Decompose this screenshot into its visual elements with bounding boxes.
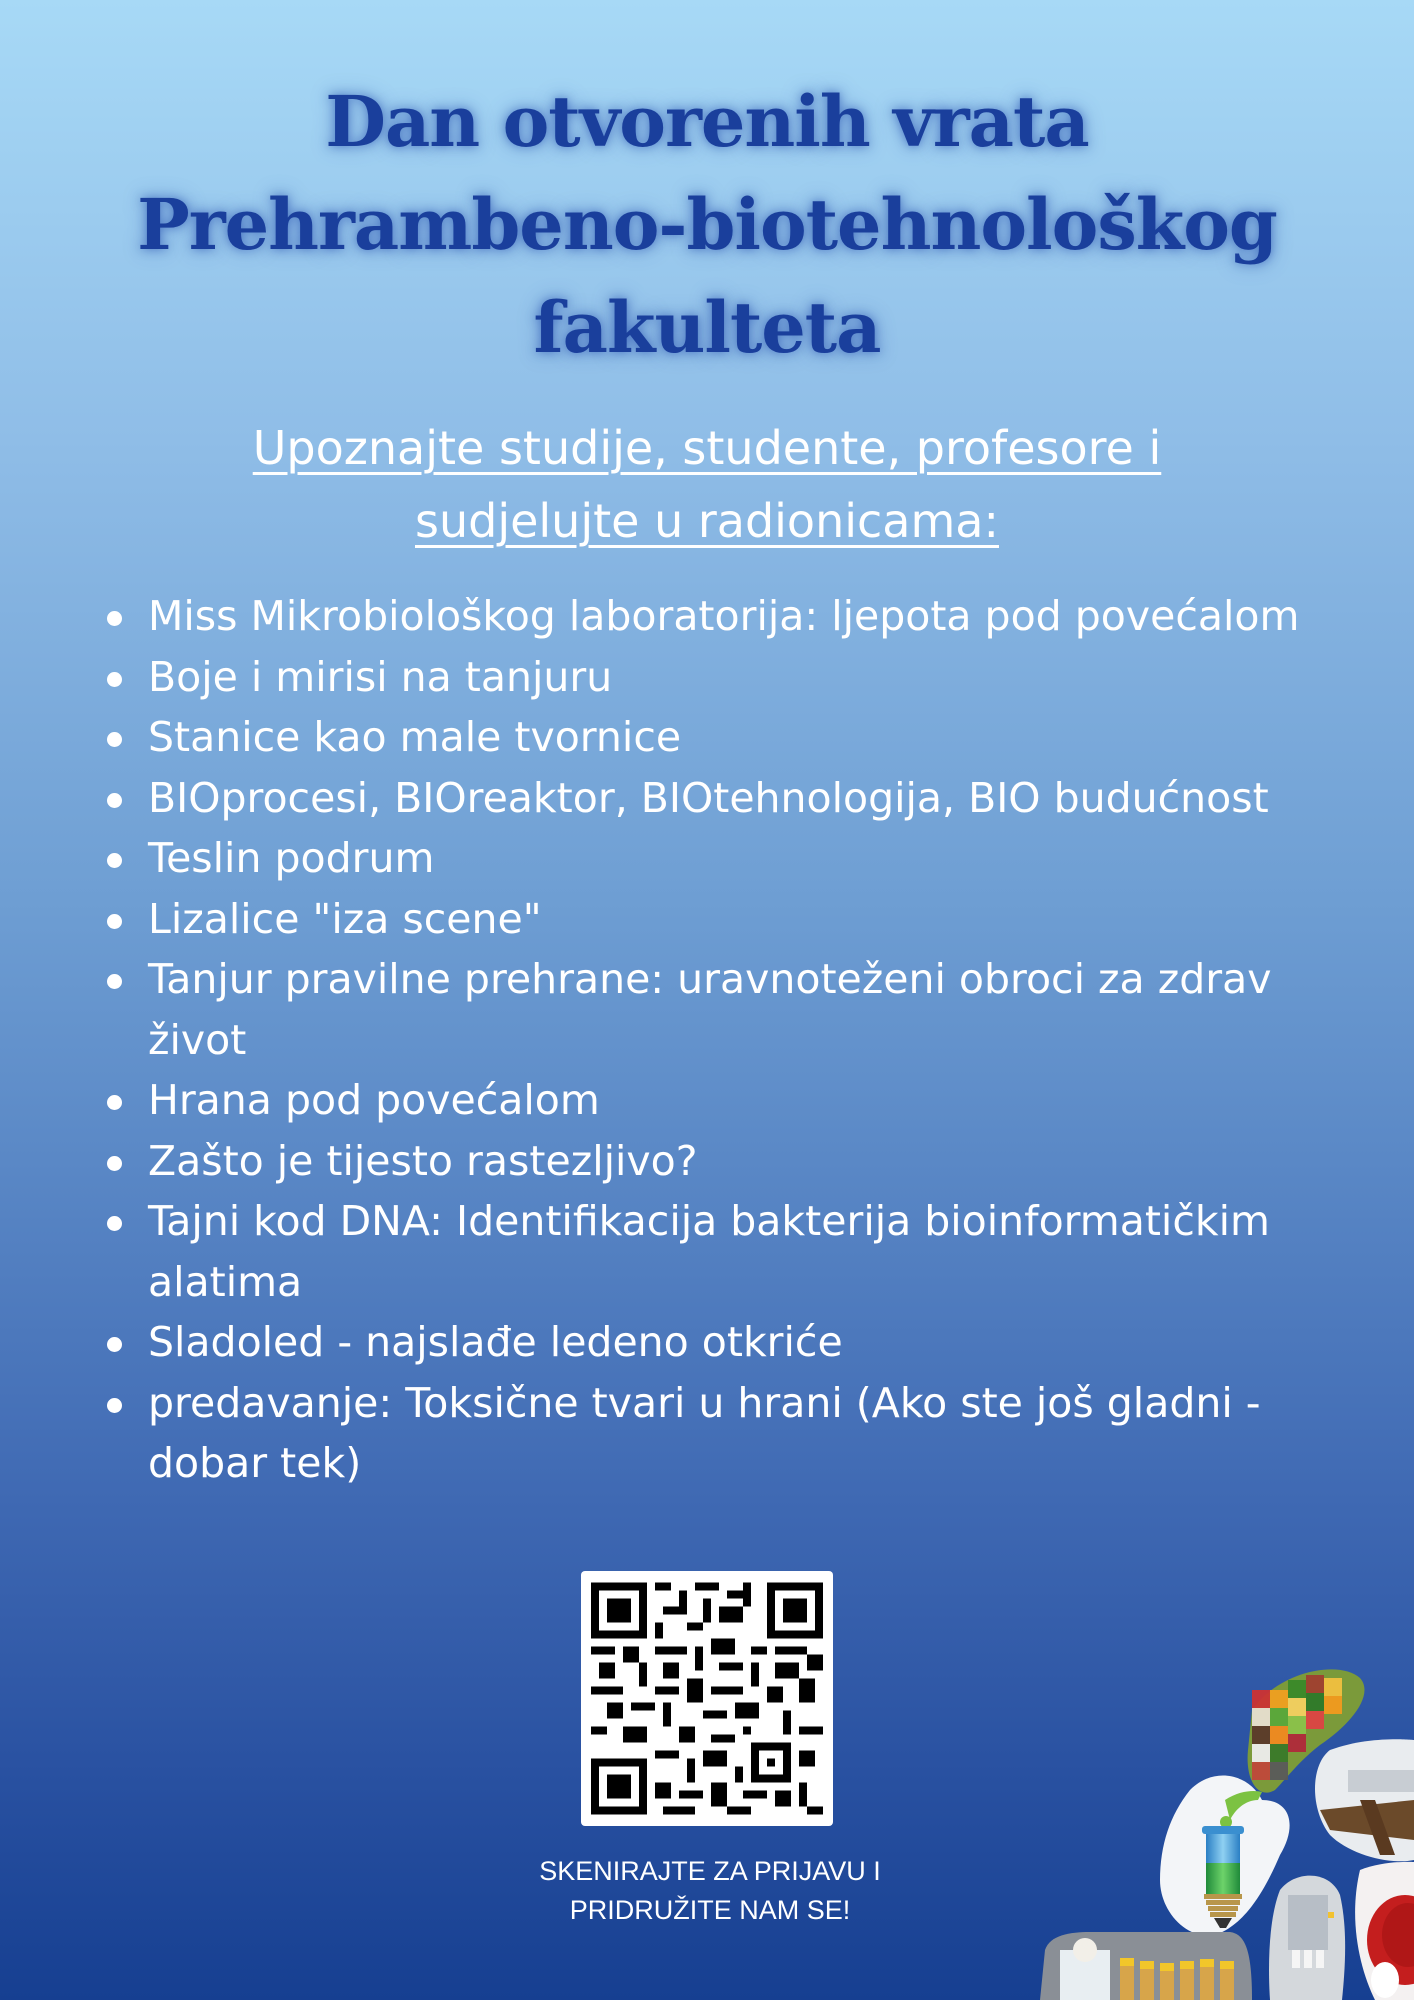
- bullet-icon: [107, 732, 122, 747]
- bullet-icon: [107, 611, 122, 626]
- list-item: [104, 949, 1374, 1070]
- bottling-machine-image: [1269, 1876, 1345, 2000]
- bullet-icon: [107, 1398, 122, 1413]
- bullet-icon: [107, 853, 122, 868]
- subtitle-line: sudjelujte u radionicama:: [415, 494, 999, 548]
- list-item: [104, 1191, 1374, 1312]
- bullet-icon: [107, 1156, 122, 1171]
- list-item: [104, 828, 1374, 889]
- list-item: [104, 1131, 1374, 1192]
- list-item: [104, 586, 1374, 647]
- list-item: [104, 707, 1374, 768]
- grain-processing-image: [1315, 1739, 1414, 1861]
- workshop-list: [104, 586, 1374, 1494]
- workshop-label: Teslin podrum: [148, 834, 435, 882]
- caption-line: PRIDRUŽITE NAM SE!: [569, 1895, 851, 1925]
- workshop-label: Tajni kod DNA: Identifikacija bakterija bioinformatičkim alatima: [148, 1197, 1270, 1306]
- workshop-label: BIOprocesi, BIOreaktor, BIOtehnologija, BIO budućnost: [148, 773, 1269, 822]
- test-tube-bulb-image: [1160, 1776, 1290, 1936]
- workshop-label: predavanje: Toksične tvari u hrani (Ako ste još gladni - dobar tek): [148, 1378, 1261, 1487]
- list-item: [104, 647, 1374, 708]
- poster-title: [0, 70, 1414, 379]
- bullet-icon: [107, 672, 122, 687]
- registration-qr-code[interactable]: [581, 1571, 833, 1826]
- workshop-label: Stanice kao male tvornice: [148, 713, 682, 761]
- qr-caption: [500, 1852, 920, 1930]
- juice-production-line-image: [1040, 1932, 1252, 2000]
- photo-collage: [1030, 1650, 1414, 2000]
- bullet-icon: [107, 1216, 122, 1231]
- list-item: [104, 1312, 1374, 1373]
- workshop-label: Boje i mirisi na tanjuru: [148, 652, 613, 701]
- title-line: Prehrambeno-biotehnološkog: [137, 183, 1277, 266]
- workshop-label: Tanjur pravilne prehrane: uravnoteženi obroci za zdrav život: [148, 955, 1272, 1064]
- bullet-icon: [107, 914, 122, 929]
- subtitle: [120, 412, 1294, 558]
- title-line: Dan otvorenih vrata: [325, 80, 1089, 163]
- list-item: [104, 1070, 1374, 1131]
- workshop-label: Zašto je tijesto rastezljivo?: [148, 1136, 698, 1185]
- qr-code-icon: [591, 1581, 823, 1816]
- bullet-icon: [107, 1095, 122, 1110]
- petri-dish-image: [1355, 1862, 1414, 2000]
- bullet-icon: [107, 793, 122, 808]
- workshop-label: Miss Mikrobiološkog laboratorija: ljepota pod povećalom: [148, 592, 1300, 640]
- workshop-label: Sladoled - najslađe ledeno otkriće: [148, 1318, 843, 1366]
- caption-line: SKENIRAJTE ZA PRIJAVU I: [539, 1856, 881, 1886]
- title-line: fakulteta: [533, 286, 881, 369]
- subtitle-line: Upoznajte studije, studente, profesore i: [252, 421, 1162, 475]
- bullet-icon: [107, 1337, 122, 1352]
- list-item: [104, 889, 1374, 950]
- bullet-icon: [107, 974, 122, 989]
- workshop-label: Lizalice "iza scene": [148, 894, 542, 943]
- list-item: [104, 1373, 1374, 1494]
- collage-illustration-icon: [1030, 1650, 1414, 2000]
- workshop-label: Hrana pod povećalom: [148, 1076, 600, 1124]
- list-item: [104, 768, 1374, 829]
